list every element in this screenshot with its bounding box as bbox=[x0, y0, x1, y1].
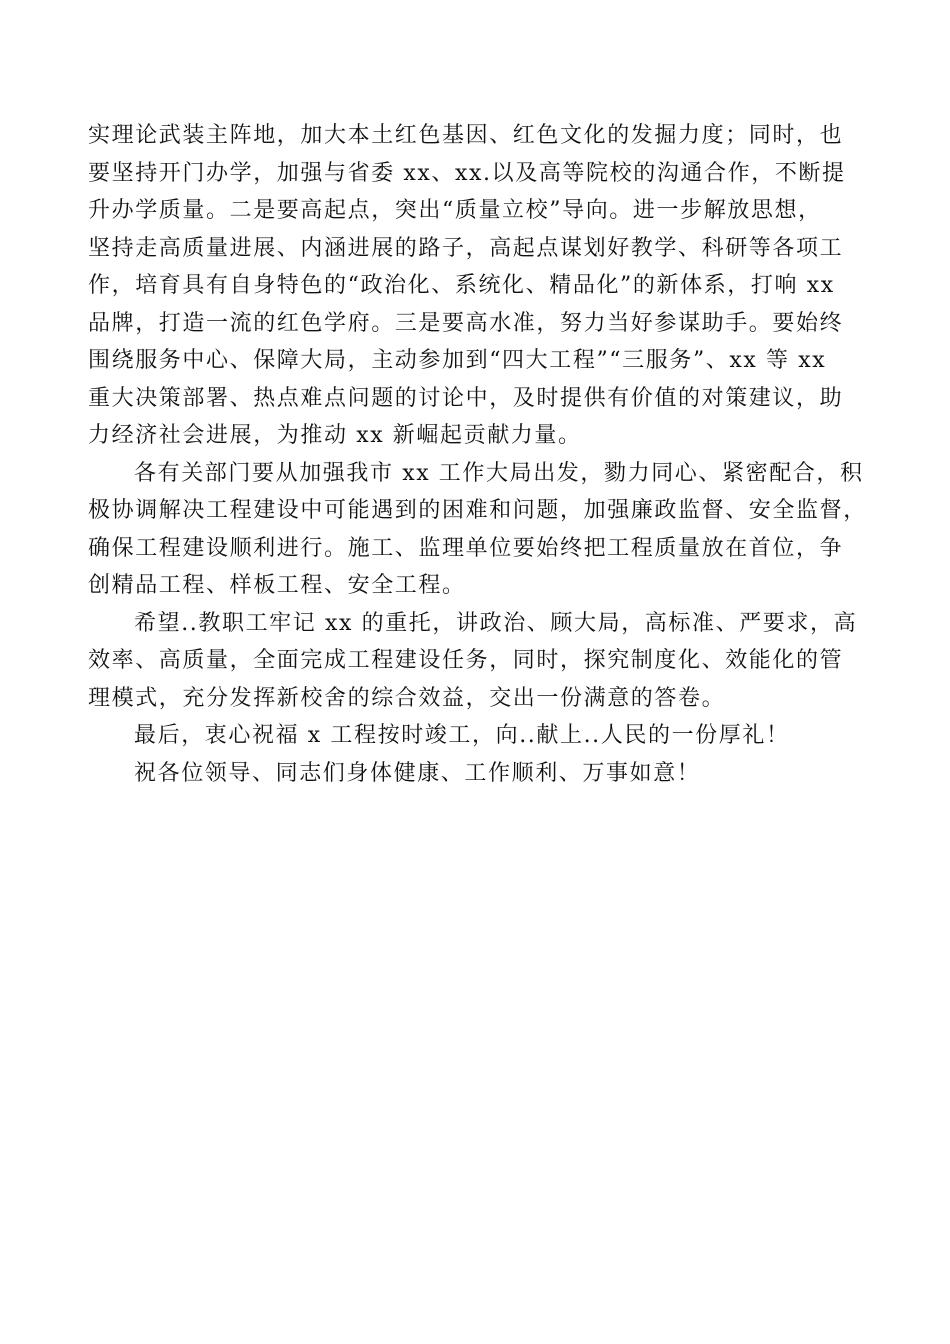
document-body bbox=[88, 117, 876, 792]
paragraph-line: 作，培育具有自身特色的“政治化、系统化、精品化”的新体系，打响 xx bbox=[88, 273, 835, 298]
paragraph-line: 要坚持开门办学，加强与省委 xx、xx.以及高等院校的沟通合作，不断提 bbox=[88, 160, 846, 186]
paragraph-line: 确保工程建设顺利进行。施工、监理单位要始终把工程质量放在首位，争 bbox=[88, 535, 844, 561]
paragraph-first-line: 最后，衷心祝福 x 工程按时竣工，向..献上..人民的一份厚礼！ bbox=[134, 723, 790, 748]
paragraph-line: 重大决策部署、热点难点问题的讨论中，及时提供有价值的对策建议，助 bbox=[88, 385, 844, 411]
paragraph-line: 力经济社会进展，为推动 xx 新崛起贡献力量。 bbox=[88, 423, 582, 448]
paragraph-line: 理模式，充分发挥新校舍的综合效益，交出一份满意的答卷。 bbox=[88, 685, 726, 711]
paragraph-first-line: 希望..教职工牢记 xx 的重托，讲政治、顾大局，高标准、严要求，高 bbox=[134, 610, 858, 636]
paragraph-line: 品牌，打造一流的红色学府。三是要高水准，努力当好参谋助手。要始终 bbox=[88, 310, 844, 336]
paragraph-first-line: 各有关部门要从加强我市 xx 工作大局出发，勠力同心、紧密配合，积 bbox=[134, 460, 864, 486]
paragraph-line: 升办学质量。二是要高起点，突出“质量立校”导向。进一步解放思想， bbox=[88, 198, 822, 223]
paragraph-first-line: 祝各位领导、同志们身体健康、工作顺利、万事如意！ bbox=[134, 760, 701, 786]
paragraph-line: 围绕服务中心、保障大局，主动参加到“四大工程”“三服务”、xx 等 xx bbox=[88, 348, 827, 373]
paragraph-line: 创精品工程、样板工程、安全工程。 bbox=[88, 573, 466, 598]
paragraph-line: 实理论武装主阵地，加大本土红色基因、红色文化的发掘力度；同时，也 bbox=[88, 123, 844, 148]
paragraph-line: 坚持走高质量进展、内涵进展的路子，高起点谋划好教学、科研等各项工 bbox=[88, 235, 844, 261]
paragraph-line: 极协调解决工程建设中可能遇到的困难和问题，加强廉政监督、安全监督， bbox=[88, 498, 867, 523]
paragraph-line: 效率、高质量，全面完成工程建设任务，同时，探究制度化、效能化的管 bbox=[88, 648, 844, 673]
